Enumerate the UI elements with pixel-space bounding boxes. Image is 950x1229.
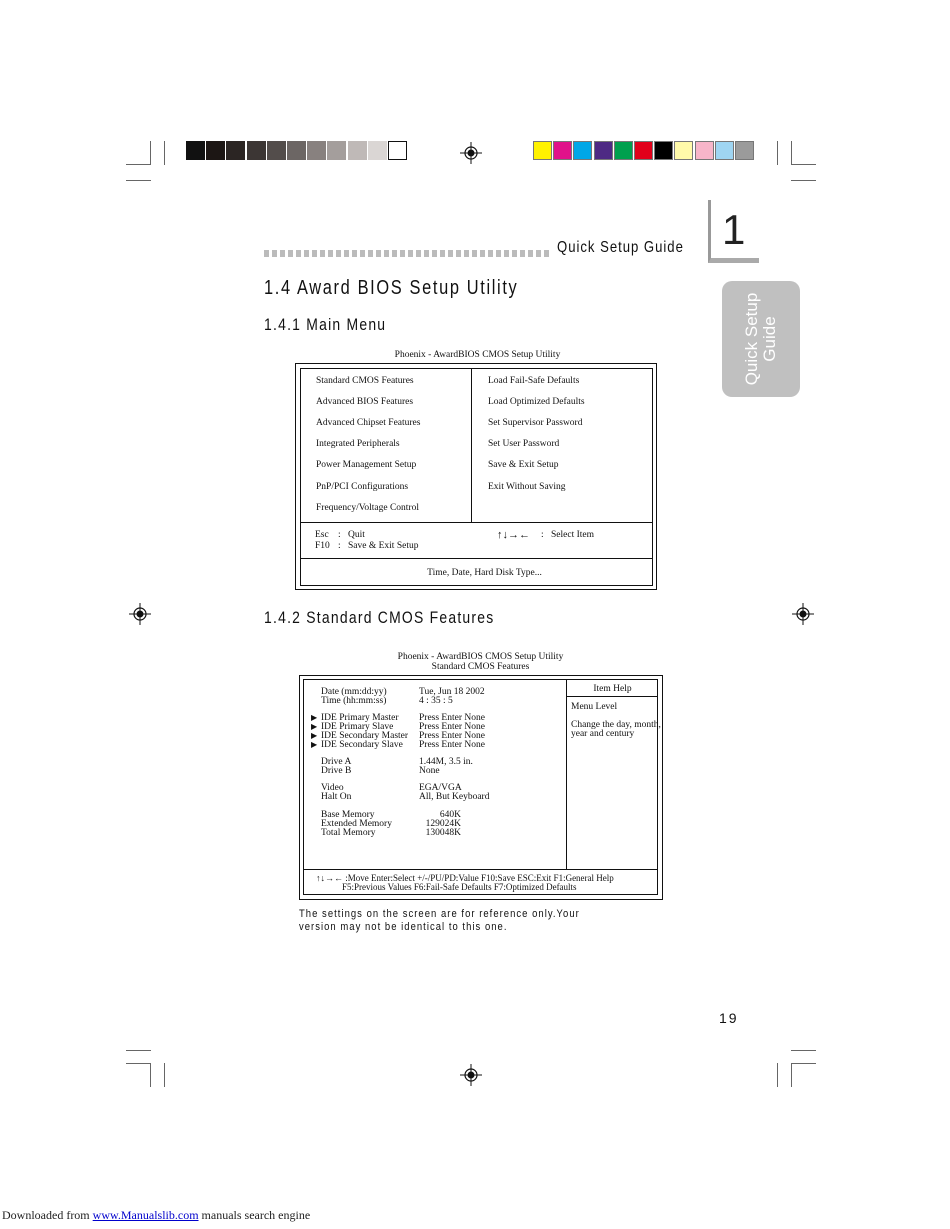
manualslib-link[interactable]: www.Manualslib.com: [92, 1208, 199, 1222]
main-menu-divider: [300, 522, 653, 523]
cmos-key-legend-line-1: ↑↓→← :Move Enter:Select +/-/PU/PD:Value F10:Save ESC:Exit F1:General Help: [316, 873, 614, 883]
cmos-key-legend-line-2: F5:Previous Values F6:Fail-Safe Defaults F7:Optimized Defaults: [342, 882, 577, 892]
main-menu-item[interactable]: Save & Exit Setup: [488, 460, 559, 471]
main-menu-item[interactable]: Advanced BIOS Features: [316, 397, 414, 408]
crop-mark: [777, 141, 778, 165]
side-tab-line-2: Guide: [760, 316, 779, 362]
item-help-text-line-1: Change the day, month,: [571, 720, 661, 730]
cmos-caption-line-2: Standard CMOS Features: [431, 662, 530, 672]
cmos-setting-label[interactable]: Time (hh:mm:ss): [321, 696, 387, 706]
download-prefix: Downloaded from: [2, 1208, 90, 1222]
key-f10-action: Save & Exit Setup: [348, 541, 419, 551]
color-swatch: [614, 141, 633, 160]
crop-mark: [164, 1063, 165, 1087]
submenu-arrow-icon: ▶: [311, 722, 318, 731]
submenu-arrow-icon: ▶: [311, 740, 318, 749]
color-swatch: [634, 141, 653, 160]
submenu-arrow-icon: ▶: [311, 731, 318, 740]
main-menu-item[interactable]: Exit Without Saving: [488, 481, 566, 492]
main-menu-item[interactable]: Power Management Setup: [316, 460, 417, 471]
crop-mark: [126, 180, 151, 181]
crop-mark: [126, 1050, 151, 1051]
cmos-setting-label[interactable]: Date (mm:dd:yy): [321, 687, 387, 697]
registration-mark-icon: [129, 603, 151, 625]
cmos-setting-label[interactable]: IDE Secondary Slave: [321, 740, 403, 750]
grayscale-swatch: [247, 141, 266, 160]
cmos-setting-value[interactable]: All, But Keyboard: [419, 792, 490, 802]
main-menu-item[interactable]: Frequency/Voltage Control: [316, 502, 419, 513]
key-esc-action: Quit: [348, 530, 365, 540]
cmos-setting-value[interactable]: EGA/VGA: [419, 783, 462, 793]
cmos-setting-label[interactable]: IDE Primary Slave: [321, 722, 394, 732]
subsection-heading-main-menu: 1.4.1 Main Menu: [264, 315, 387, 334]
color-swatch: [533, 141, 552, 160]
crop-mark: [791, 1063, 816, 1064]
main-menu-item[interactable]: Advanced Chipset Features: [316, 418, 421, 429]
item-help-text-line-2: year and century: [571, 729, 635, 739]
main-menu-item[interactable]: Load Fail-Safe Defaults: [488, 376, 580, 386]
submenu-arrow-icon: ▶: [311, 713, 318, 722]
key-esc: Esc: [315, 530, 329, 540]
cmos-setting-value[interactable]: 4 : 35 : 5: [419, 696, 453, 706]
color-swatch: [674, 141, 693, 160]
main-menu-item[interactable]: Integrated Peripherals: [316, 439, 400, 450]
cmos-setting-label[interactable]: IDE Secondary Master: [321, 731, 409, 741]
cmos-setting-value[interactable]: 129024K: [425, 819, 461, 829]
crop-mark: [164, 141, 165, 165]
key-esc-separator: :: [338, 530, 341, 540]
color-swatch: [594, 141, 613, 160]
cmos-setting-value[interactable]: Press Enter None: [419, 731, 485, 741]
cmos-setting-value[interactable]: 1.44M, 3.5 in.: [419, 757, 473, 767]
crop-mark: [791, 180, 816, 181]
registration-mark-icon: [460, 142, 482, 164]
crop-mark: [150, 141, 151, 165]
main-menu-item[interactable]: Set Supervisor Password: [488, 418, 583, 429]
key-f10-separator: :: [338, 541, 341, 551]
reference-note: The settings on the screen are for reference only.Your version may not be identical to this one.: [299, 908, 580, 933]
subsection-heading-standard-cmos: 1.4.2 Standard CMOS Features: [264, 608, 495, 627]
cmos-setting-label[interactable]: Drive A: [321, 757, 352, 767]
cmos-setting-value[interactable]: 640K: [439, 810, 461, 820]
color-swatch: [735, 141, 754, 160]
item-help-level: Menu Level: [571, 702, 618, 712]
cmos-help-divider: [566, 679, 567, 870]
cmos-setting-label[interactable]: Total Memory: [321, 828, 376, 838]
grayscale-swatch: [267, 141, 286, 160]
grayscale-swatch: [287, 141, 306, 160]
main-menu-status-line: Time, Date, Hard Disk Type...: [427, 568, 542, 578]
main-menu-item[interactable]: Set User Password: [488, 439, 560, 450]
cmos-setting-value[interactable]: 130048K: [425, 828, 461, 838]
color-swatch: [695, 141, 714, 160]
color-swatch: [573, 141, 592, 160]
grayscale-swatch: [388, 141, 407, 160]
cmos-setting-label[interactable]: Base Memory: [321, 810, 375, 820]
main-menu-column-divider: [471, 368, 472, 523]
cmos-setting-label[interactable]: Drive B: [321, 766, 352, 776]
main-menu-item[interactable]: Standard CMOS Features: [316, 376, 414, 386]
cmos-setting-value[interactable]: Press Enter None: [419, 713, 485, 723]
download-footer: [2, 1208, 310, 1223]
crop-mark: [791, 141, 792, 165]
cmos-setting-value[interactable]: Press Enter None: [419, 740, 485, 750]
grayscale-swatch: [307, 141, 326, 160]
crop-mark: [126, 1063, 151, 1064]
grayscale-swatch: [327, 141, 346, 160]
key-f10: F10: [315, 541, 330, 551]
download-suffix: manuals search engine: [201, 1208, 311, 1222]
crop-mark: [126, 164, 151, 165]
cmos-setting-label[interactable]: Halt On: [321, 792, 352, 802]
main-menu-item[interactable]: Load Optimized Defaults: [488, 397, 585, 408]
cmos-setting-value[interactable]: Tue, Jun 18 2002: [419, 687, 485, 697]
section-heading: 1.4 Award BIOS Setup Utility: [264, 277, 519, 299]
running-header-title: Quick Setup Guide: [557, 239, 684, 256]
registration-mark-icon: [460, 1064, 482, 1086]
grayscale-swatch: [368, 141, 387, 160]
cmos-caption-line-1: Phoenix - AwardBIOS CMOS Setup Utility: [397, 652, 564, 662]
grayscale-swatch: [348, 141, 367, 160]
item-help-title: Item Help: [593, 684, 632, 694]
page-number: 19: [719, 1010, 739, 1026]
main-menu-divider: [300, 558, 653, 559]
grayscale-swatch: [226, 141, 245, 160]
grayscale-swatch: [186, 141, 205, 160]
color-swatch: [553, 141, 572, 160]
key-arrows-icon: ↑↓→←: [497, 529, 530, 541]
cmos-setting-label[interactable]: Extended Memory: [321, 819, 392, 829]
crop-mark: [777, 1063, 778, 1087]
crop-mark: [791, 164, 816, 165]
cmos-footer-rule: [303, 869, 658, 870]
main-menu-caption: Phoenix - AwardBIOS CMOS Setup Utility: [394, 350, 561, 360]
cmos-setting-value[interactable]: None: [419, 766, 440, 776]
color-swatch: [654, 141, 673, 160]
crop-mark: [791, 1050, 816, 1051]
cmos-setting-label[interactable]: IDE Primary Master: [321, 713, 399, 723]
key-arrows-action: Select Item: [551, 530, 594, 540]
cmos-setting-label[interactable]: Video: [321, 783, 344, 793]
crop-mark: [150, 1063, 151, 1087]
registration-mark-icon: [792, 603, 814, 625]
grayscale-swatch: [206, 141, 225, 160]
side-tab-line-1: Quick Setup: [742, 292, 761, 386]
cmos-help-title-rule: [566, 696, 658, 697]
crop-mark: [791, 1063, 792, 1087]
cmos-setting-value[interactable]: Press Enter None: [419, 722, 485, 732]
side-chapter-tab-label: [743, 293, 779, 386]
key-arrows-separator: :: [541, 530, 544, 540]
color-swatch: [715, 141, 734, 160]
header-dotted-rule: [264, 250, 550, 257]
chapter-number: 1: [722, 206, 746, 253]
main-menu-item[interactable]: PnP/PCI Configurations: [316, 481, 409, 492]
